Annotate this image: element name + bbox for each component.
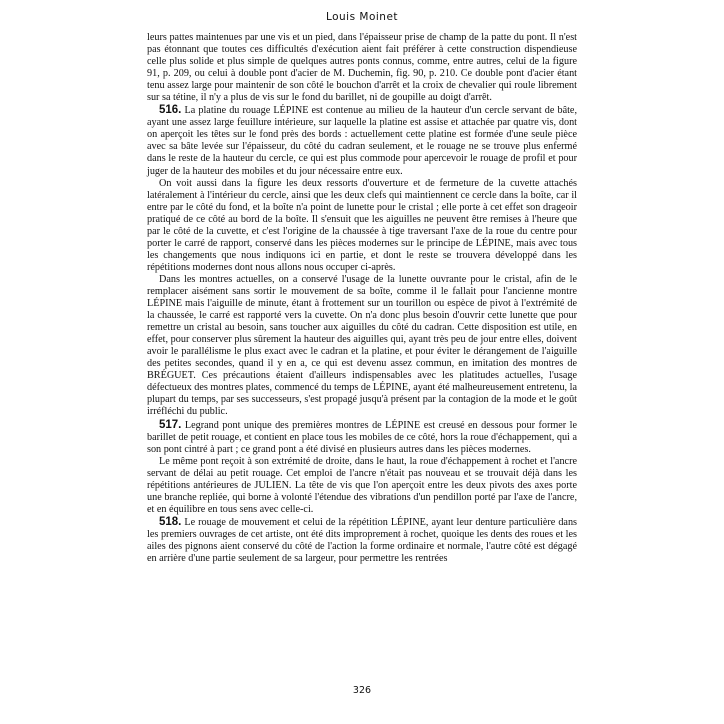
paragraph xyxy=(147,419,577,456)
running-header: Louis Moinet xyxy=(325,11,399,23)
paragraph xyxy=(147,32,577,104)
page-body xyxy=(147,32,577,565)
paragraph xyxy=(147,456,577,516)
section-number: 517. xyxy=(159,418,182,431)
paragraph-text: Dans les montres actuelles, on a conservé l'usage de la lunette ouvrante pour le cristal, afin de le remplacer aisément sans sortir le mouvement de sa boîte, comme il le fallait pour l'ancienne montre LÉPINE mais l'aiguille de minute, étant à frottement sur un tourillon ou espèce de pivot à l'extrémité de la chaussée, le carré est rapporté vers la cuvette. On n'a donc plus besoin d'ouvrir cette lunette que pour remettre un cristal au besoin, sans toucher aux aiguilles du côté du cadran. Cette disposition est utile, en effet, pour conserver plus sûrement la hauteur des aiguilles qui, ayant très peu de jour entre elles, doivent avoir le parallélisme le plus exact avec le cadran et la platine, et pour éviter le dérangement de l'aiguille des petites secondes, quand il y en a, ce qui est devenu assez commun, en imitation des montres de BRÉGUET. Ces précautions étaient d'ailleurs indispensables avec les platitudes actuelles, l'usage défectueux des montres plates, commencé du temps de LÉPINE, ayant été malheureusement entretenu, la plupart du temps, par ses successeurs, s'est propagé jusqu'à présent par la contagion de la mode et le goût irréfléchi du public. xyxy=(147,273,577,418)
paragraph xyxy=(147,178,577,274)
paragraph xyxy=(147,104,577,177)
section-number: 516. xyxy=(159,104,182,117)
paragraph-text: leurs pattes maintenues par une vis et un pied, dans l'épaisseur prise de champ de la patte du pont. Il n'est pas étonnant que toutes ces difficultés d'exécution aient fait préférer à cette construction dispendieuse celle plus solide et plus simple de quelques autres ponts connus, comme, entre autres, celui de la figure 91, p. 209, ou celui à double pont d'acier de M. Duchemin, fig. 90, p. 210. Ce double pont d'acier étant tenu assez large pour maintenir de son côté le bouchon d'arrêt et la croix de chevalier qui roule librement sur sa tétine, il n'y a plus de vis sur le fond du barillet, ni de goupille au doigt d'arrêt. xyxy=(147,32,577,104)
paragraph-text: Le rouage de mouvement et celui de la répétition LÉPINE, ayant leur denture particulière dans les premiers ouvrages de cet artiste, ont été dits improprement à rochet, quoique les dents des roues et les ailes des pignons aient conservé du côté de l'action la forme ordinaire et normale, l'autre côté est dégagé en arrière d'une partie seulement de sa largeur, pour permettre les rentrées xyxy=(147,516,578,565)
page-number: 326 xyxy=(352,685,372,696)
paragraph-text: On voit aussi dans la figure les deux ressorts d'ouverture et de fermeture de la cuvette attachés latéralement à l'intérieur du cercle, ainsi que les deux clefs qui maintiennent ce cercle dans la boîte, car il entre par le côté du fond, et la boîte n'a point de lunette pour le cristal ; elle porte à cet effet son drageoir pratiqué de ce côté au bord de la boîte. Il s'ensuit que les aiguilles ne peuvent être remises à l'heure que par le côté de la cuvette, et c'est l'origine de la chaussée à tige traversant l'axe de la roue du centre pour porter le carré de rapport, conservé dans les pièces modernes sur le principe de LÉPINE, mais avec tous les changements que nous indiquons ici en partie, et dont le reste se trouvera développé dans les répétitions modernes dont nous allons nous occuper ci-après. xyxy=(147,177,577,273)
paragraph-text: Le même pont reçoit à son extrémité de droite, dans le haut, la roue d'échappement à rochet et l'ancre servant de délai au petit rouage. Cet emploi de l'ancre n'était pas nouveau et se trouvait déjà dans les répétitions antérieures de JULIEN. La tête de vis que l'on aperçoit entre les deux pivots des axes porte une branche repliée, qui borne à volonté l'étendue des vibrations d'un pendillon porté par l'axe de l'ancre, et en équilibre en tous sens avec celle-ci. xyxy=(147,455,577,515)
paragraph xyxy=(147,274,577,419)
paragraph xyxy=(147,516,577,565)
paragraph-text: Legrand pont unique des premières montres de LÉPINE est creusé en dessous pour former le barillet de petit rouage, et contient en place tous les mobiles de ce côté, hors la roue d'échappement, qui a son pont cintré à part ; ce grand pont a été divisé en plusieurs autres dans les pièces modernes. xyxy=(147,419,577,455)
paragraph-text: La platine du rouage LÉPINE est contenue au milieu de la hauteur d'un cercle servant de bâte, ayant une assez large feuillure intérieure, sur laquelle la platine est assise et attachée par quatre vis, dont on aperçoit les têtes sur le fond près des bords : actuellement cette platine est formée d'une seule pièce avec sa bâte levée sur l'épaisseur, du côté du cadran seulement, et le rouage ne se trouve plus enfermé dans le reste de la hauteur du cercle, ce qui est plus commode pour apercevoir le rouage de profil et pour juger de la hauteur des mobiles et du jour nécessaire entre eux. xyxy=(147,105,578,177)
section-number: 518. xyxy=(159,515,182,528)
